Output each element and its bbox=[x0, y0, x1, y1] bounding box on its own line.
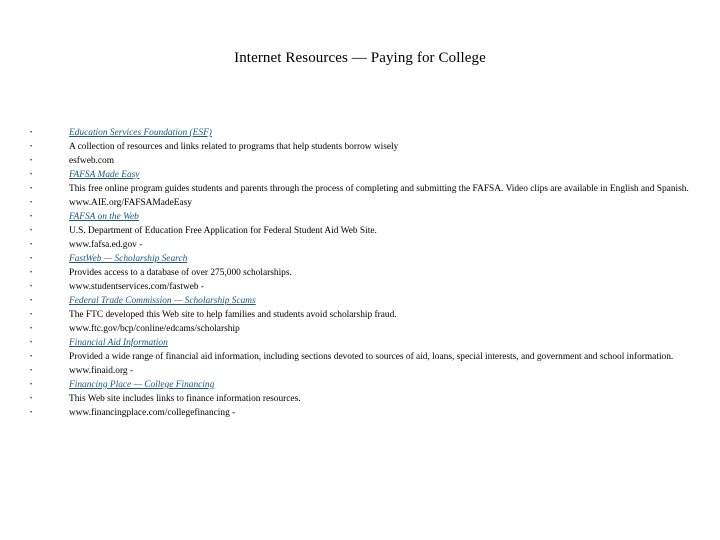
list-item bbox=[30, 142, 695, 153]
resource-link-esf[interactable]: Education Services Foundation (ESF) bbox=[69, 128, 212, 138]
list-item bbox=[30, 212, 695, 223]
bullet-icon: • bbox=[30, 326, 33, 332]
list-item bbox=[30, 296, 695, 307]
list-item bbox=[30, 324, 695, 335]
resource-url: www.fafsa.ed.gov - bbox=[69, 240, 143, 250]
list-item bbox=[30, 184, 695, 195]
bullet-icon: • bbox=[30, 410, 33, 416]
bullet-icon: • bbox=[30, 382, 33, 388]
list-item bbox=[30, 310, 695, 321]
resource-url: www.financingplace.com/collegefinancing - bbox=[69, 408, 236, 418]
bullet-icon: • bbox=[30, 172, 33, 178]
list-item bbox=[30, 240, 695, 251]
resource-description: This free online program guides students and parents through the process of completing and submitting the FAFSA. Video clips are available in English and Spanish. bbox=[69, 184, 689, 194]
bullet-icon: • bbox=[30, 200, 33, 206]
bullet-icon: • bbox=[30, 228, 33, 234]
bullet-icon: • bbox=[30, 340, 33, 346]
resource-url: www.AIE.org/FAFSAMadeEasy bbox=[69, 198, 192, 208]
bullet-icon: • bbox=[30, 298, 33, 304]
bullet-icon: • bbox=[30, 354, 33, 360]
list-item bbox=[30, 408, 695, 419]
list-item bbox=[30, 268, 695, 279]
bullet-icon: • bbox=[30, 312, 33, 318]
bullet-icon: • bbox=[30, 256, 33, 262]
resource-description: A collection of resources and links related to programs that help students borrow wisely bbox=[69, 142, 399, 152]
list-item bbox=[30, 198, 695, 209]
bullet-icon: • bbox=[30, 186, 33, 192]
resource-link-financial-aid-information[interactable]: Financial Aid Information bbox=[69, 338, 168, 348]
list-item bbox=[30, 366, 695, 377]
resource-list bbox=[30, 128, 695, 422]
resource-link-fafsa-made-easy[interactable]: FAFSA Made Easy bbox=[69, 170, 140, 180]
resource-link-fastweb[interactable]: FastWeb — Scholarship Search bbox=[69, 254, 188, 264]
bullet-icon: • bbox=[30, 368, 33, 374]
list-item bbox=[30, 156, 695, 167]
resource-url: esfweb.com bbox=[69, 156, 115, 166]
list-item bbox=[30, 394, 695, 405]
resource-link-ftc-scholarship-scams[interactable]: Federal Trade Commission — Scholarship Scams bbox=[69, 296, 256, 306]
bullet-icon: • bbox=[30, 396, 33, 402]
list-item bbox=[30, 380, 695, 391]
list-item bbox=[30, 226, 695, 237]
resource-link-fafsa-on-the-web[interactable]: FAFSA on the Web bbox=[69, 212, 139, 222]
list-item bbox=[30, 352, 695, 363]
bullet-icon: • bbox=[30, 284, 33, 290]
resource-url: www.ftc.gov/bcp/conline/edcams/scholarship bbox=[69, 324, 240, 334]
resource-description: Provides access to a database of over 275,000 scholarships. bbox=[69, 268, 292, 278]
bullet-icon: • bbox=[30, 242, 33, 248]
resource-url: www.finaid.org - bbox=[69, 366, 134, 376]
list-item bbox=[30, 128, 695, 139]
bullet-icon: • bbox=[30, 158, 33, 164]
bullet-icon: • bbox=[30, 130, 33, 136]
resource-description: This Web site includes links to finance information resources. bbox=[69, 394, 301, 404]
list-item bbox=[30, 254, 695, 265]
bullet-icon: • bbox=[30, 270, 33, 276]
resource-description: U.S. Department of Education Free Application for Federal Student Aid Web Site. bbox=[69, 226, 377, 236]
bullet-icon: • bbox=[30, 214, 33, 220]
page-title: Internet Resources — Paying for College bbox=[234, 50, 486, 66]
resource-url: www.studentservices.com/fastweb - bbox=[69, 282, 205, 292]
list-item bbox=[30, 170, 695, 181]
list-item bbox=[30, 282, 695, 293]
resource-link-financing-place[interactable]: Financing Place — College Financing bbox=[69, 380, 215, 390]
resource-description: The FTC developed this Web site to help families and students avoid scholarship fraud. bbox=[69, 310, 397, 320]
bullet-icon: • bbox=[30, 144, 33, 150]
list-item bbox=[30, 338, 695, 349]
resource-description: Provided a wide range of financial aid information, including sections devoted to sources of aid, loans, special interests, and government and school information. bbox=[69, 352, 674, 362]
